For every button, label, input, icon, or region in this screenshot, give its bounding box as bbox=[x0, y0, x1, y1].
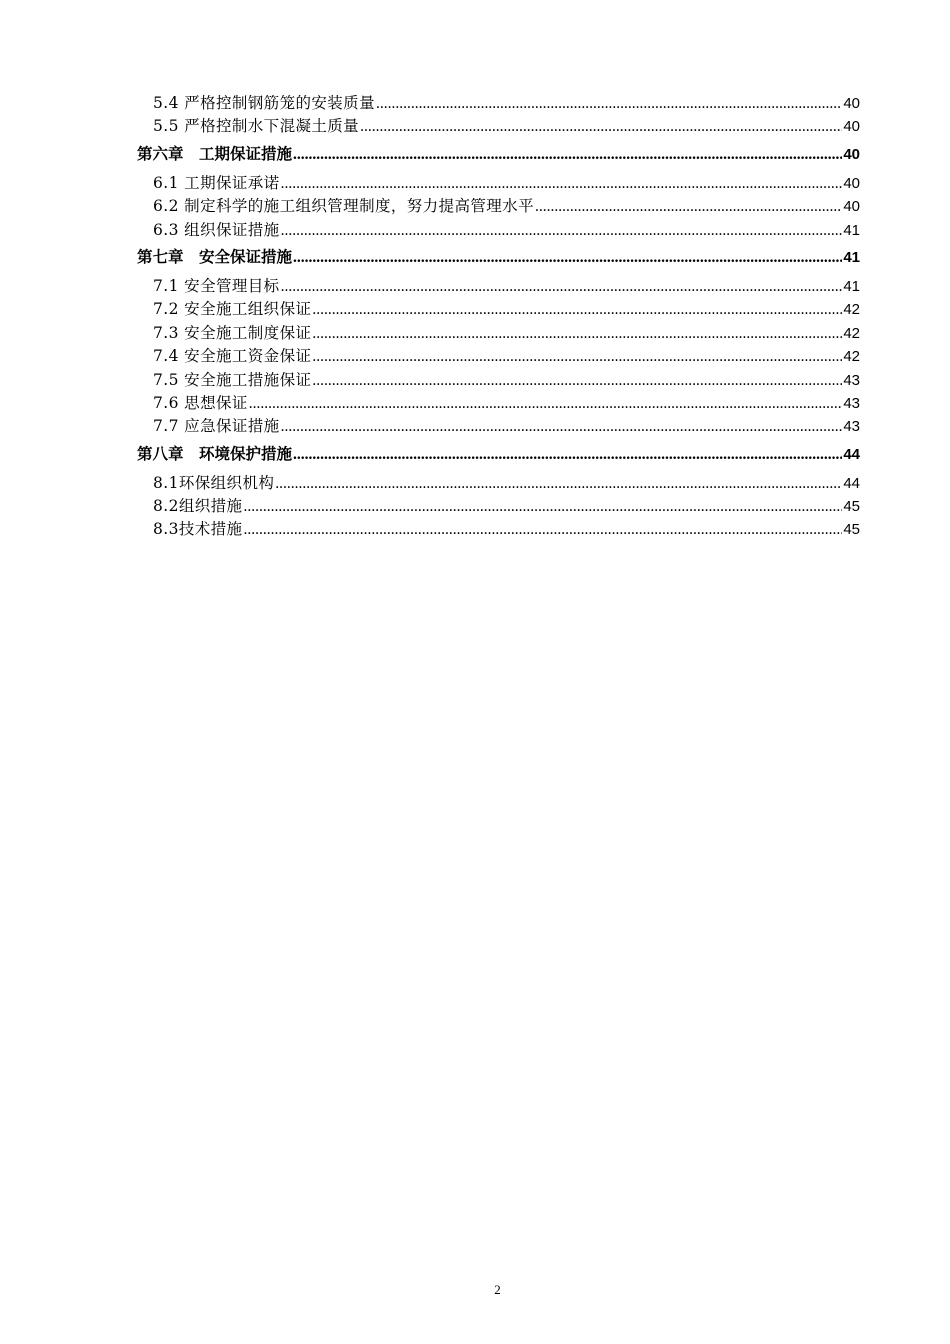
toc-entry-page: 44 bbox=[843, 474, 860, 492]
toc-entry-5-4[interactable] bbox=[137, 92, 860, 115]
toc-entry-7-3[interactable] bbox=[137, 322, 860, 345]
toc-entry-label: 6.3 组织保证措施 bbox=[153, 220, 280, 239]
toc-entry-page: 41 bbox=[843, 277, 860, 295]
toc-entry-7-4[interactable] bbox=[137, 345, 860, 368]
toc-dot-leader bbox=[376, 92, 842, 115]
toc-entry-7-2[interactable] bbox=[137, 298, 860, 321]
toc-dot-leader bbox=[312, 345, 842, 368]
toc-chapter-7[interactable] bbox=[137, 245, 860, 269]
toc-entry-page: 40 bbox=[843, 174, 860, 192]
toc-entry-page: 40 bbox=[843, 198, 860, 216]
toc-entry-7-5[interactable] bbox=[137, 369, 860, 392]
toc-entry-page: 42 bbox=[843, 301, 860, 319]
toc-entry-label: 7.7 应急保证措施 bbox=[153, 417, 280, 436]
toc-chapter-label: 第六章 工期保证措施 bbox=[137, 144, 293, 163]
toc-dot-leader bbox=[275, 472, 842, 495]
toc-entry-7-6[interactable] bbox=[137, 392, 860, 415]
toc-entry-label: 6.1 工期保证承诺 bbox=[153, 173, 280, 192]
toc-dot-leader bbox=[281, 275, 843, 298]
toc-entry-page: 43 bbox=[843, 418, 860, 436]
toc-entry-page: 40 bbox=[843, 95, 860, 112]
toc-entry-8-2[interactable] bbox=[137, 495, 860, 518]
toc-dot-leader bbox=[360, 115, 842, 138]
toc-chapter-6[interactable] bbox=[137, 142, 860, 166]
toc-entry-label: 7.4 安全施工资金保证 bbox=[153, 347, 312, 366]
toc-dot-leader bbox=[312, 322, 842, 345]
toc-entry-6-3[interactable] bbox=[137, 219, 860, 242]
toc-entry-page: 45 bbox=[843, 498, 860, 516]
toc-entry-label: 8.2组织措施 bbox=[153, 497, 243, 516]
toc-dot-leader bbox=[535, 195, 842, 218]
toc-entry-page: 42 bbox=[843, 324, 860, 342]
toc-dot-leader bbox=[293, 246, 842, 270]
toc-dot-leader bbox=[281, 219, 843, 242]
toc-entry-5-5[interactable] bbox=[137, 115, 860, 138]
toc-dot-leader bbox=[243, 518, 842, 541]
toc-entry-label: 8.1环保组织机构 bbox=[153, 473, 275, 492]
toc-entry-label: 5.5 严格控制水下混凝土质量 bbox=[153, 117, 360, 136]
toc-dot-leader bbox=[293, 143, 842, 167]
toc-entry-page: 45 bbox=[843, 521, 860, 539]
toc-entry-page: 42 bbox=[843, 348, 860, 366]
toc-chapter-page: 40 bbox=[843, 145, 860, 163]
toc-entry-7-7[interactable] bbox=[137, 415, 860, 438]
toc-entry-label: 7.6 思想保证 bbox=[153, 393, 248, 412]
toc-entry-page: 43 bbox=[843, 394, 860, 412]
toc-entry-6-1[interactable] bbox=[137, 172, 860, 195]
toc-chapter-label: 第八章 环境保护措施 bbox=[137, 444, 293, 463]
toc-entry-label: 7.1 安全管理目标 bbox=[153, 276, 280, 295]
toc-entry-label: 7.2 安全施工组织保证 bbox=[153, 300, 312, 319]
toc-entry-8-3[interactable] bbox=[137, 518, 860, 541]
page-number: 2 bbox=[494, 1282, 501, 1297]
toc-dot-leader bbox=[293, 443, 842, 467]
toc-entry-label: 6.2 制定科学的施工组织管理制度，努力提高管理水平 bbox=[153, 197, 534, 216]
toc-chapter-label: 第七章 安全保证措施 bbox=[137, 247, 293, 266]
toc-dot-leader bbox=[281, 172, 843, 195]
toc-chapter-page: 41 bbox=[843, 248, 860, 266]
toc-entry-page: 43 bbox=[843, 371, 860, 389]
toc-entry-label: 5.4 严格控制钢筋笼的安装质量 bbox=[153, 94, 375, 112]
toc-dot-leader bbox=[312, 298, 842, 321]
toc-dot-leader bbox=[281, 415, 843, 438]
toc-entry-page: 41 bbox=[843, 221, 860, 239]
toc-dot-leader bbox=[243, 495, 842, 518]
toc-entry-label: 7.3 安全施工制度保证 bbox=[153, 323, 312, 342]
toc-entry-label: 8.3技术措施 bbox=[153, 520, 243, 539]
toc-chapter-page: 44 bbox=[843, 445, 860, 463]
toc-entry-label: 7.5 安全施工措施保证 bbox=[153, 370, 312, 389]
toc-entry-6-2[interactable] bbox=[137, 195, 860, 218]
toc-entry-page: 40 bbox=[843, 118, 860, 136]
table-of-contents bbox=[137, 92, 860, 542]
toc-chapter-8[interactable] bbox=[137, 442, 860, 466]
toc-entry-7-1[interactable] bbox=[137, 275, 860, 298]
toc-dot-leader bbox=[312, 369, 842, 392]
toc-dot-leader bbox=[249, 392, 843, 415]
toc-entry-8-1[interactable] bbox=[137, 472, 860, 495]
